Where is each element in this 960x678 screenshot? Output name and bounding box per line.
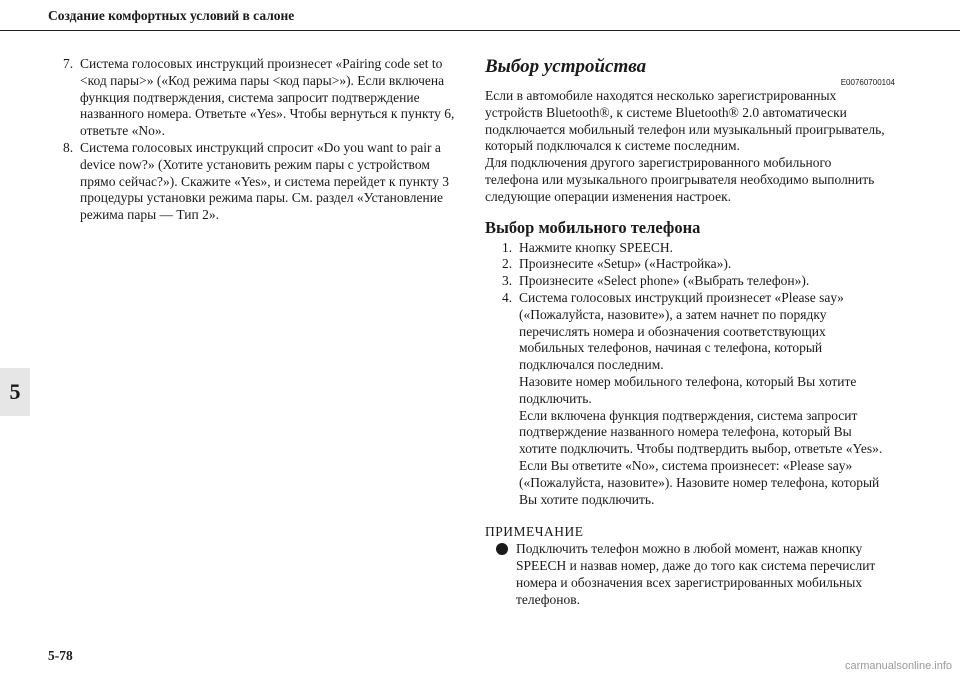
text-line: Система голосовых инструкций произнесет «Please say» <box>519 289 844 305</box>
text-line: Система голосовых инструкций произнесет «Pairing code set to <box>80 56 443 71</box>
list-item <box>63 56 468 140</box>
list-item <box>502 256 895 273</box>
note-item <box>485 541 895 608</box>
item-text <box>80 56 468 140</box>
text-line: телефонов. <box>516 591 581 607</box>
text-line: подтверждение названного номера телефона, который Вы <box>519 424 852 440</box>
right-column <box>485 56 895 608</box>
text-line: который подключался к системе последним. <box>485 138 740 154</box>
steps-list <box>485 240 895 509</box>
page-number: 5-78 <box>48 648 73 663</box>
item-number: 2. <box>502 256 513 272</box>
text-line: следующие операции изменения настроек. <box>485 188 732 204</box>
item-text <box>519 256 895 273</box>
text-line: SPEECH и назвав номер, даже до того как система перечислит <box>516 557 876 573</box>
text-line: Нажмите кнопку SPEECH. <box>519 239 673 255</box>
text-line: номера и обозначения всех зарегистрированных мобильных <box>516 574 863 590</box>
text-line: Вы хотите подключить. <box>519 491 655 507</box>
list-item <box>502 290 895 508</box>
text-line: подключить. <box>519 390 592 406</box>
text-line: подключается мобильный телефон или музыкальный проигрыватель, <box>485 121 885 137</box>
text-line: прямо сейчас?»). Скажите «Yes», и система перейдет к пункту 3 <box>80 173 449 189</box>
text-line: режима пары — Тип 2». <box>80 207 220 223</box>
text-line: хотите подключить. Чтобы подтвердить выбор, ответьте «Yes». <box>519 441 883 457</box>
list-item <box>63 140 468 224</box>
section-title: Выбор устройства <box>485 56 647 77</box>
intro-paragraph <box>485 88 895 206</box>
text-line: («Пожалуйста, назовите»), а затем начнет по порядку <box>519 306 827 322</box>
text-line: Назовите номер мобильного телефона, который Вы хотите <box>519 373 857 389</box>
sub-heading: Выбор мобильного телефона <box>485 217 701 237</box>
item-number: 7. <box>63 56 74 71</box>
text-line: мобильных телефонов, начиная с телефона, который <box>519 340 823 356</box>
bullet-icon <box>496 543 508 555</box>
item-text <box>519 273 895 290</box>
note-text <box>516 541 875 608</box>
chapter-tab: 5 <box>0 368 30 416</box>
header-divider <box>0 30 960 31</box>
text-line: Для подключения другого зарегистрированного мобильного <box>485 155 832 171</box>
item-number: 8. <box>63 139 74 155</box>
text-line: device now?» (Хотите установить режим пары с устройством <box>80 156 430 172</box>
text-line: Если Вы ответите «No», система произнесет: «Please say» <box>519 457 853 473</box>
item-text <box>519 290 895 508</box>
item-number: 4. <box>502 289 513 305</box>
text-line: <код пары>» («Код режима пары <код пары>»). Если включена <box>80 72 445 88</box>
text-line: ответьте «No». <box>80 123 165 139</box>
item-number: 1. <box>502 239 513 255</box>
text-line: устройств Bluetooth®, к системе Bluetooth® 2.0 автоматически <box>485 104 847 120</box>
text-line: названного номера. Ответьте «Yes». Чтобы вернуться к пункту 6, <box>80 106 455 122</box>
text-line: процедуры установки режима пары. См. раздел «Установление <box>80 190 443 206</box>
text-line: перечислять номера и обозначения соответствующих <box>519 323 826 339</box>
left-column <box>63 56 468 224</box>
watermark[interactable]: carmanualsonline.info <box>844 660 952 672</box>
text-line: Подключить телефон можно в любой момент, нажав кнопку <box>516 541 863 557</box>
text-line: подключался последним. <box>519 357 664 373</box>
item-text <box>519 240 895 257</box>
item-text <box>80 140 468 224</box>
text-line: Если в автомобиле находятся несколько зарегистрированных <box>485 88 837 103</box>
text-line: функция подтверждения, система запросит подтверждение <box>80 89 420 105</box>
text-line: телефона или музыкального проигрывателя необходимо выполнить <box>485 171 875 187</box>
text-line: Произнесите «Setup» («Настройка»). <box>519 256 732 272</box>
text-line: Если включена функция подтверждения, система запросит <box>519 407 858 423</box>
text-line: («Пожалуйста, назовите»). Назовите номер телефона, который <box>519 474 880 490</box>
list-item <box>502 273 895 290</box>
page-header: Создание комфортных условий в салоне <box>48 8 295 23</box>
list-item <box>502 240 895 257</box>
text-line: Произнесите «Select phone» («Выбрать телефон»). <box>519 273 810 289</box>
note-title: ПРИМЕЧАНИЕ <box>485 524 584 540</box>
item-number: 3. <box>502 273 513 289</box>
text-line: Система голосовых инструкций спросит «Do you want to pair a <box>80 139 441 155</box>
section-code: E00760700104 <box>840 78 895 87</box>
